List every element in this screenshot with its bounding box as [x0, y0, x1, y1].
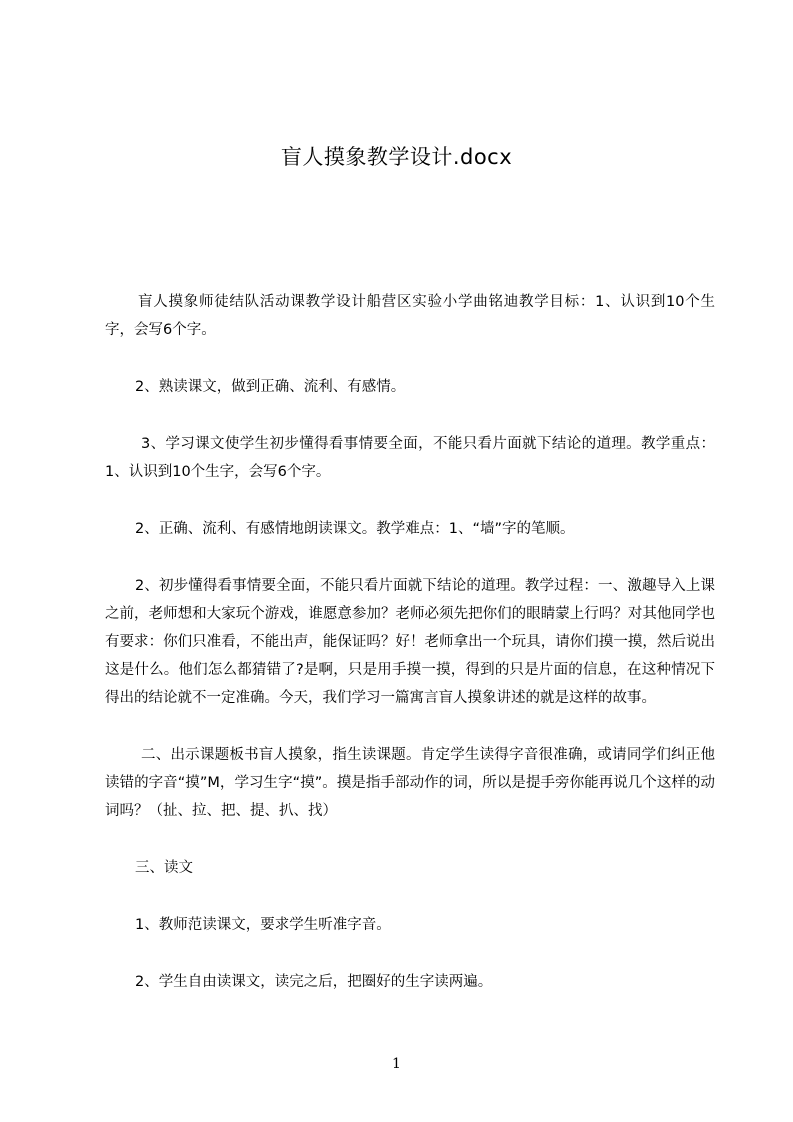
- paragraph-key-points: 2、正确、流利、有感情地朗读课文。教学难点：1、“墙”字的笔顺。: [135, 521, 575, 537]
- paragraph-goal-2: 2、熟读课文，做到正确、流利、有感情。: [135, 379, 406, 395]
- paragraph-teaching-process: 2、初步懂得看事情要全面，不能只看片面就下结论的道理。教学过程：一、激趣导入上课之前，老师想和大家玩个游戏，谁愿意参加？老师必须先把你们的眼睛蒙上行吗？对其他同学也有要求：你们只准看，不能出声，能保证吗？好！老师拿出一个玩具，请你们摸一摸，然后说出这是什么。他们怎么都猜错了?是啊，只是用手摸一摸，得到的只是片面的信息，在这种情况下得出的结论就不一定准确。今天，我们学习一篇寓言盲人摸象讲述的就是这样的故事。: [105, 578, 715, 706]
- document-body: [105, 288, 715, 1025]
- paragraph-teacher-reading: 1、教师范读课文，要求学生听准字音。: [135, 917, 391, 933]
- paragraph-show-topic: 二、出示课题板书盲人摸象，指生读课题。肯定学生读得字音很准确，或请同学们纠正他读错的字音“摸”M，学习生字“摸”。摸是指手部动作的词，所以是提手旁你能再说几个这样的动词吗？（扯、拉、把、提、扒、找）: [105, 747, 715, 819]
- paragraph-intro: 盲人摸象师徒结队活动课教学设计船营区实验小学曲铭迪教学目标：1、认识到10个生字，会写6个字。: [105, 294, 715, 338]
- page-number: 1: [392, 1056, 401, 1072]
- paragraph-read-text-heading: 三、读文: [135, 860, 193, 876]
- paragraph-goal-3: 3、学习课文使学生初步懂得看事情要全面，不能只看片面就下结论的道理。教学重点：1、认识到10个生字，会写6个字。: [105, 436, 715, 480]
- paragraph-student-reading: 2、学生自由读课文，读完之后，把圈好的生字读两遍。: [135, 974, 493, 990]
- document-title: 盲人摸象教学设计.docx: [280, 145, 513, 169]
